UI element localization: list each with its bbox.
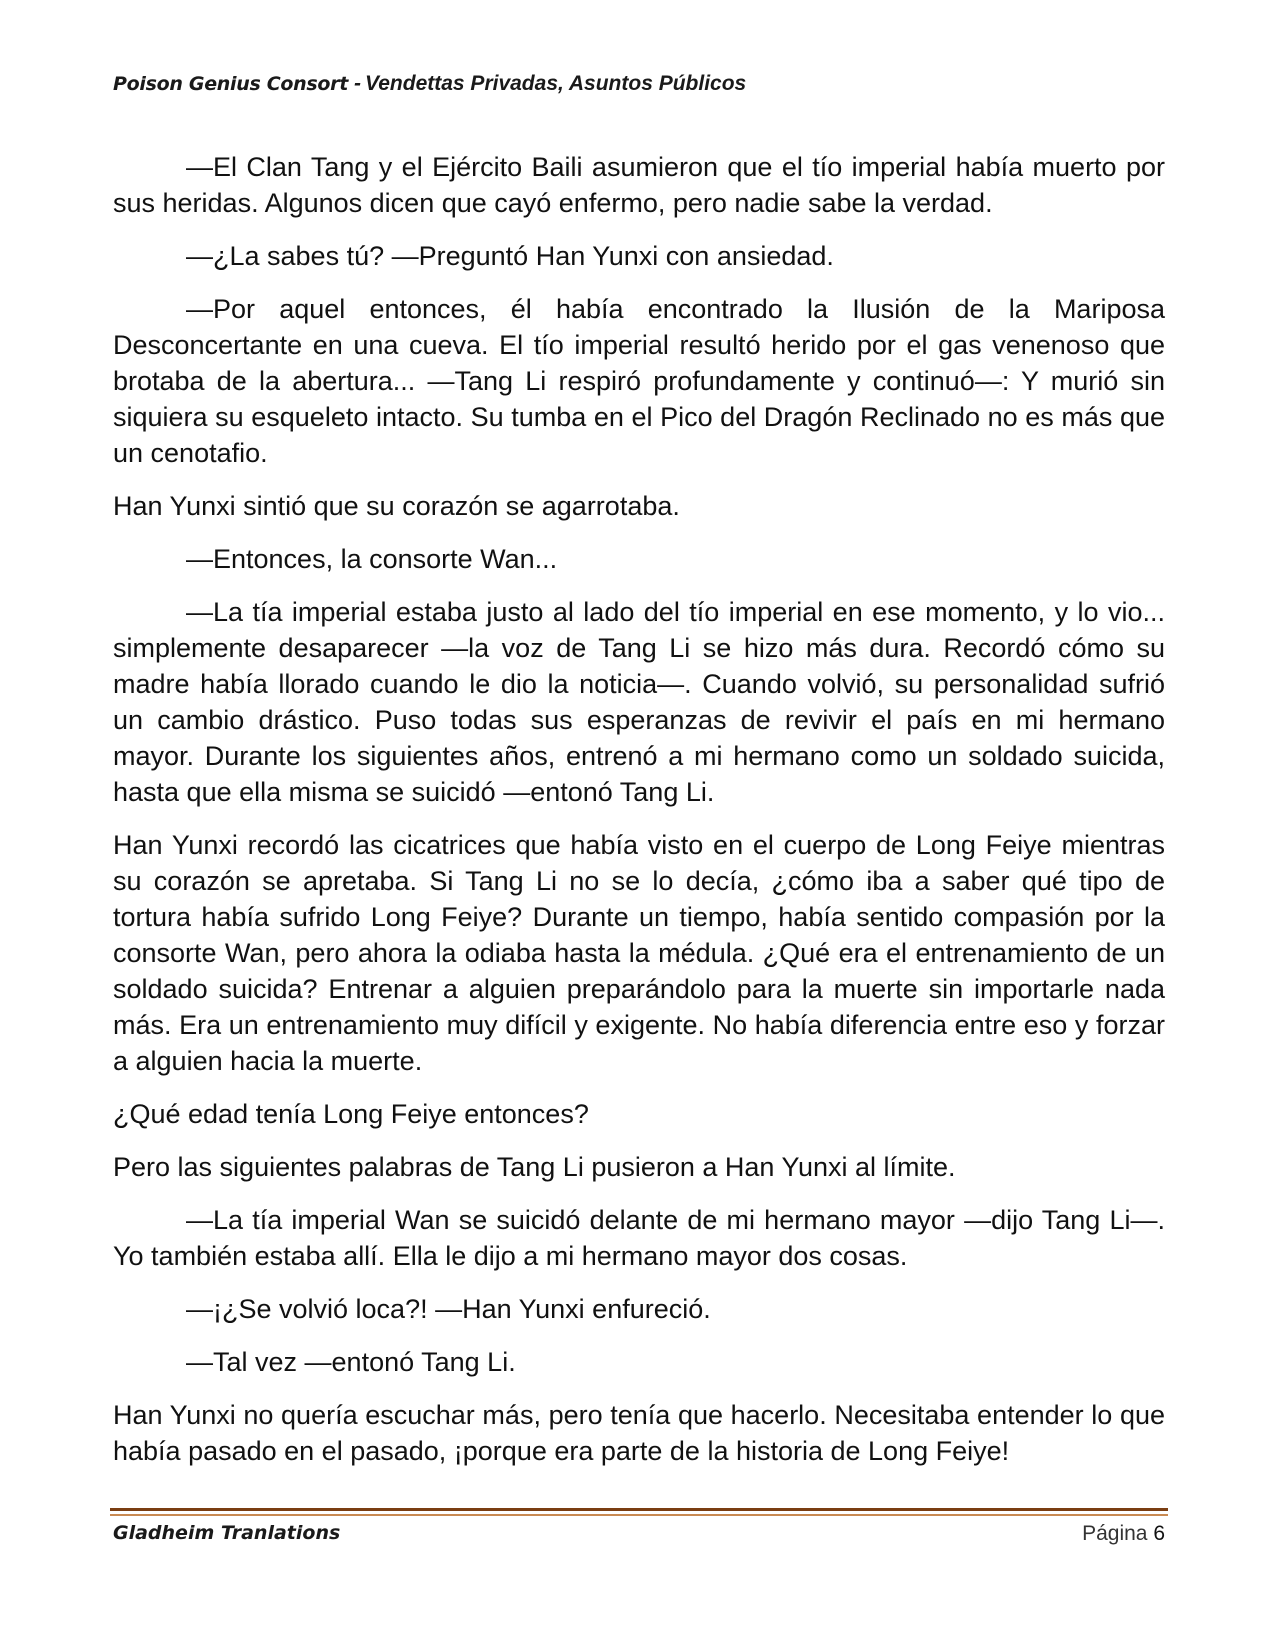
paragraph: —¿La sabes tú? —Preguntó Han Yunxi con ansiedad. <box>186 241 834 271</box>
footer-rule <box>110 1508 1168 1516</box>
paragraph: —La tía imperial Wan se suicidó delante de mi hermano mayor —dijo Tang Li—. Yo también estaba allí. Ella le dijo a mi hermano mayor dos cosas. <box>113 1205 1165 1271</box>
paragraph: —La tía imperial estaba justo al lado del tío imperial en ese momento, y lo vio... simplemente desaparecer —la voz de Tang Li se hizo más dura. Recordó cómo su madre había llorado cuando le dio la noticia—. Cuando volvió, su personalidad sufrió un cambio drástico. Puso todas sus esperanzas de revivir el país en mi hermano mayor. Durante los siguientes años, entrenó a mi hermano como un soldado suicida, hasta que ella misma se suicidó —entonó Tang Li. <box>113 597 1165 807</box>
body-text <box>113 149 1165 1486</box>
paragraph: Han Yunxi no quería escuchar más, pero tenía que hacerlo. Necesitaba entender lo que había pasado en el pasado, ¡porque era parte de la historia de Long Feiye! <box>113 1400 1165 1466</box>
paragraph: Han Yunxi recordó las cicatrices que había visto en el cuerpo de Long Feiye mientras su corazón se apretaba. Si Tang Li no se lo decía, ¿cómo iba a saber qué tipo de tortura había sufrido Long Feiye? Durante un tiempo, había sentido compasión por la consorte Wan, pero ahora la odiaba hasta la médula. ¿Qué era el entrenamiento de un soldado suicida? Entrenar a alguien preparándolo para la muerte sin importarle nada más. Era un entrenamiento muy difícil y exigente. No había diferencia entre eso y forzar a alguien hacia la muerte. <box>113 830 1165 1076</box>
paragraph: —Entonces, la consorte Wan... <box>186 544 558 574</box>
paragraph: —Por aquel entonces, él había encontrado la Ilusión de la Mariposa Desconcertante en una cueva. El tío imperial resultó herido por el gas venenoso que brotaba de la abertura... —Tang Li respiró profundamente y continuó—: Y murió sin siquiera su esqueleto intacto. Su tumba en el Pico del Dragón Reclinado no es más que un cenotafio. <box>113 294 1165 468</box>
page-number-label <box>1082 1522 1165 1546</box>
paragraph: Pero las siguientes palabras de Tang Li pusieron a Han Yunxi al límite. <box>113 1152 956 1182</box>
page-label: Página <box>1082 1522 1148 1545</box>
chapter-title: Vendettas Privadas, Asuntos Públicos <box>365 72 747 95</box>
paragraph: —Tal vez —entonó Tang Li. <box>186 1347 516 1377</box>
paragraph: —El Clan Tang y el Ejército Baili asumieron que el tío imperial había muerto por sus heridas. Algunos dicen que cayó enfermo, pero nadie sabe la verdad. <box>113 152 1165 218</box>
paragraph: —¡¿Se volvió loca?! —Han Yunxi enfureció. <box>186 1294 711 1324</box>
page-header <box>113 72 746 96</box>
book-title: Poison Genius Consort <box>113 73 349 95</box>
page-number: 6 <box>1153 1522 1165 1545</box>
title-separator: - <box>354 72 362 95</box>
footer-publisher: Gladheim Tranlations <box>113 1522 341 1544</box>
paragraph: ¿Qué edad tenía Long Feiye entonces? <box>113 1099 589 1129</box>
paragraph: Han Yunxi sintió que su corazón se agarrotaba. <box>113 491 680 521</box>
